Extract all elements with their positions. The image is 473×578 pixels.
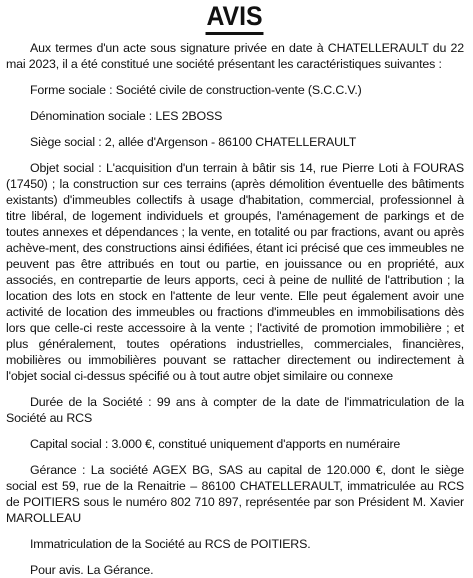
corporate-purpose-paragraph: Objet social : L'acquisition d'un terrain à bâtir sis 14, rue Pierre Loti à FOURAS (17450) ; la construction sur ces terrains (après démolition éventuelle des bâtiments existants) d'immeubles collectifs à usage d'habitation, commercial, professionnel à titre libéral, de logement individuels et groupés, l'aménagement de parkings et de toutes annexes et dépendances ; la vente, en totalité ou par fractions, avant ou après achève-ment, des constructions ainsi édifiées, étant ici précisé que ces immeubles ne peuvent pas être attribués en tout ou partie, en jouissance ou en propriété, aux associés, en contrepartie de leurs apports, ceci à peine de nullité de l'attribution ; la location des lots en stock en l'attente de leur vente. Elle peut également avoir une activité de location des immeubles ou fractions d'immeubles en immobilisations dès lors que celle-ci reste accessoire à la vente ; l'activité de promotion immobilière ; et plus généralement, toutes opérations industrielles, commerciales, financières, mobilières ou immobilières pouvant se rattacher directement ou indirectement à l'objet social ci-dessus spécifié ou à tout autre objet similaire ou connexe [6,161,464,383]
title-block [6,0,464,38]
company-name-paragraph: Dénomination sociale : LES 2BOSS [30,109,223,123]
signature-paragraph: Pour avis. La Gérance. [30,563,154,577]
notice-title: AVIS [206,1,264,35]
registration-paragraph: Immatriculation de la Société au RCS de POITIERS. [30,537,311,551]
intro-paragraph: Aux termes d'un acte sous signature privée en date à CHATELLERAULT du 22 mai 2023, il a été constitué une société présentant les caractéristiques suivantes : [6,41,464,71]
share-capital-paragraph: Capital social : 3.000 €, constitué uniquement d'apports en numéraire [30,437,401,451]
management-paragraph: Gérance : La société AGEX BG, SAS au capital de 120.000 €, dont le siège social est 59, rue de la Renaitrie – 86100 CHATELLERAULT, immatriculée au RCS de POITIERS sous le numéro 802 710 897, représentée par son Président M. Xavier MAROLLEAU [6,463,464,525]
duration-paragraph: Durée de la Société : 99 ans à compter de la date de l'immatriculation de la Société au RCS [6,395,464,425]
registered-office-paragraph: Siège social : 2, allée d'Argenson - 86100 CHATELLERAULT [30,135,357,149]
legal-form-paragraph: Forme sociale : Société civile de construction-vente (S.C.C.V.) [30,83,362,97]
